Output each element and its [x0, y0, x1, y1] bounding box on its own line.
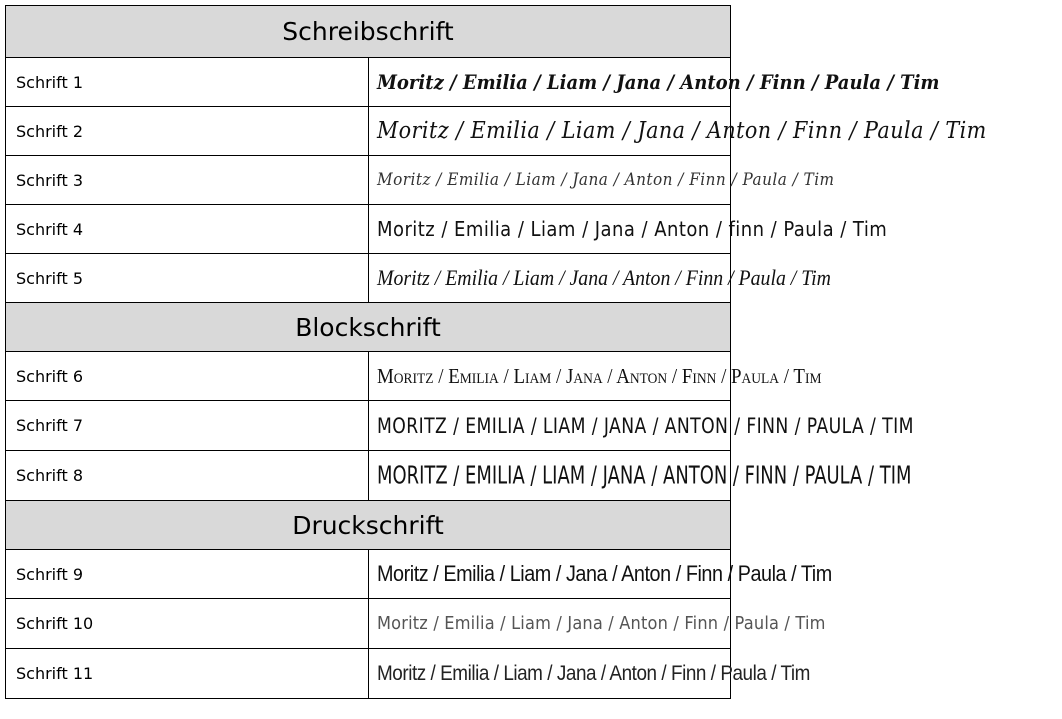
font-label: Schrift 8: [6, 451, 369, 501]
font-sample-cell: [368, 58, 939, 107]
font-sample-text: Moritz / Emilia / Liam / Jana / Anton / finn / Paula / Tim: [376, 217, 887, 241]
table-row: [6, 599, 731, 649]
font-sample-cell: [368, 599, 826, 649]
table-row: [6, 205, 731, 254]
table-row: [6, 352, 731, 401]
font-label: Schrift 1: [6, 58, 369, 107]
table-row: [6, 156, 731, 205]
font-sample-text: Moritz / Emilia / Liam / Jana / Anton / Finn / Paula / Tim: [376, 118, 987, 144]
table-row: [6, 254, 731, 303]
font-sample-text: Moritz / Emilia / Liam / Jana / Anton / Finn / Paula / Tim: [376, 661, 810, 685]
section-title-druckschrift: Druckschrift: [6, 501, 731, 550]
font-sample-cell: [368, 254, 831, 303]
font-sample-text: Moritz / Emilia / Liam / Jana / Anton / Finn / Paula / Tim: [376, 561, 832, 586]
table-row: [6, 107, 731, 156]
font-label: Schrift 7: [6, 401, 369, 451]
font-sample-text: MORITZ / EMILIA / LIAM / JANA / ANTON / FINN / PAULA / TIM: [376, 413, 914, 438]
font-label: Schrift 2: [6, 107, 369, 156]
font-sample-cell: [368, 451, 912, 501]
section-header-row: [6, 303, 731, 352]
font-sample-text: Moritz / Emilia / Liam / Jana / Anton / Finn / Paula / Tim: [376, 170, 835, 190]
section-header-row: [6, 6, 731, 58]
font-sample-text: Moritz / Emilia / Liam / Jana / Anton / Finn / Paula / Tim: [376, 613, 826, 634]
section-title-schreibschrift: Schreibschrift: [6, 6, 731, 58]
table-row: [6, 550, 731, 599]
font-sample-cell: [368, 156, 835, 205]
font-label: Schrift 3: [6, 156, 369, 205]
font-sample-cell: [368, 205, 887, 254]
font-sample-cell: [368, 401, 914, 451]
font-sample-cell: [368, 550, 832, 599]
font-label: Schrift 5: [6, 254, 369, 303]
section-header-row: [6, 501, 731, 550]
table-row: [6, 649, 731, 699]
font-sample-cell: [368, 649, 810, 699]
font-label: Schrift 6: [6, 352, 369, 401]
font-sample-text: Moritz / Emilia / Liam / Jana / Anton / Finn / Paula / Tim: [376, 70, 939, 94]
font-label: Schrift 10: [6, 599, 369, 649]
font-label: Schrift 9: [6, 550, 369, 599]
table-row: [6, 58, 731, 107]
font-label: Schrift 4: [6, 205, 369, 254]
font-sample-table: [5, 5, 987, 699]
font-sample-cell: [368, 352, 821, 401]
table-row: [6, 451, 731, 501]
font-label: Schrift 11: [6, 649, 369, 699]
font-sample-text: Moritz / Emilia / Liam / Jana / Anton / Finn / Paula / Tim: [376, 265, 831, 290]
section-title-blockschrift: Blockschrift: [6, 303, 731, 352]
font-sample-text: MORITZ / EMILIA / LIAM / JANA / ANTON / FINN / PAULA / TIM: [376, 461, 912, 490]
font-sample-text: Moritz / Emilia / Liam / Jana / Anton / Finn / Paula / Tim: [376, 363, 821, 388]
font-sample-cell: [368, 107, 987, 156]
table-row: [6, 401, 731, 451]
